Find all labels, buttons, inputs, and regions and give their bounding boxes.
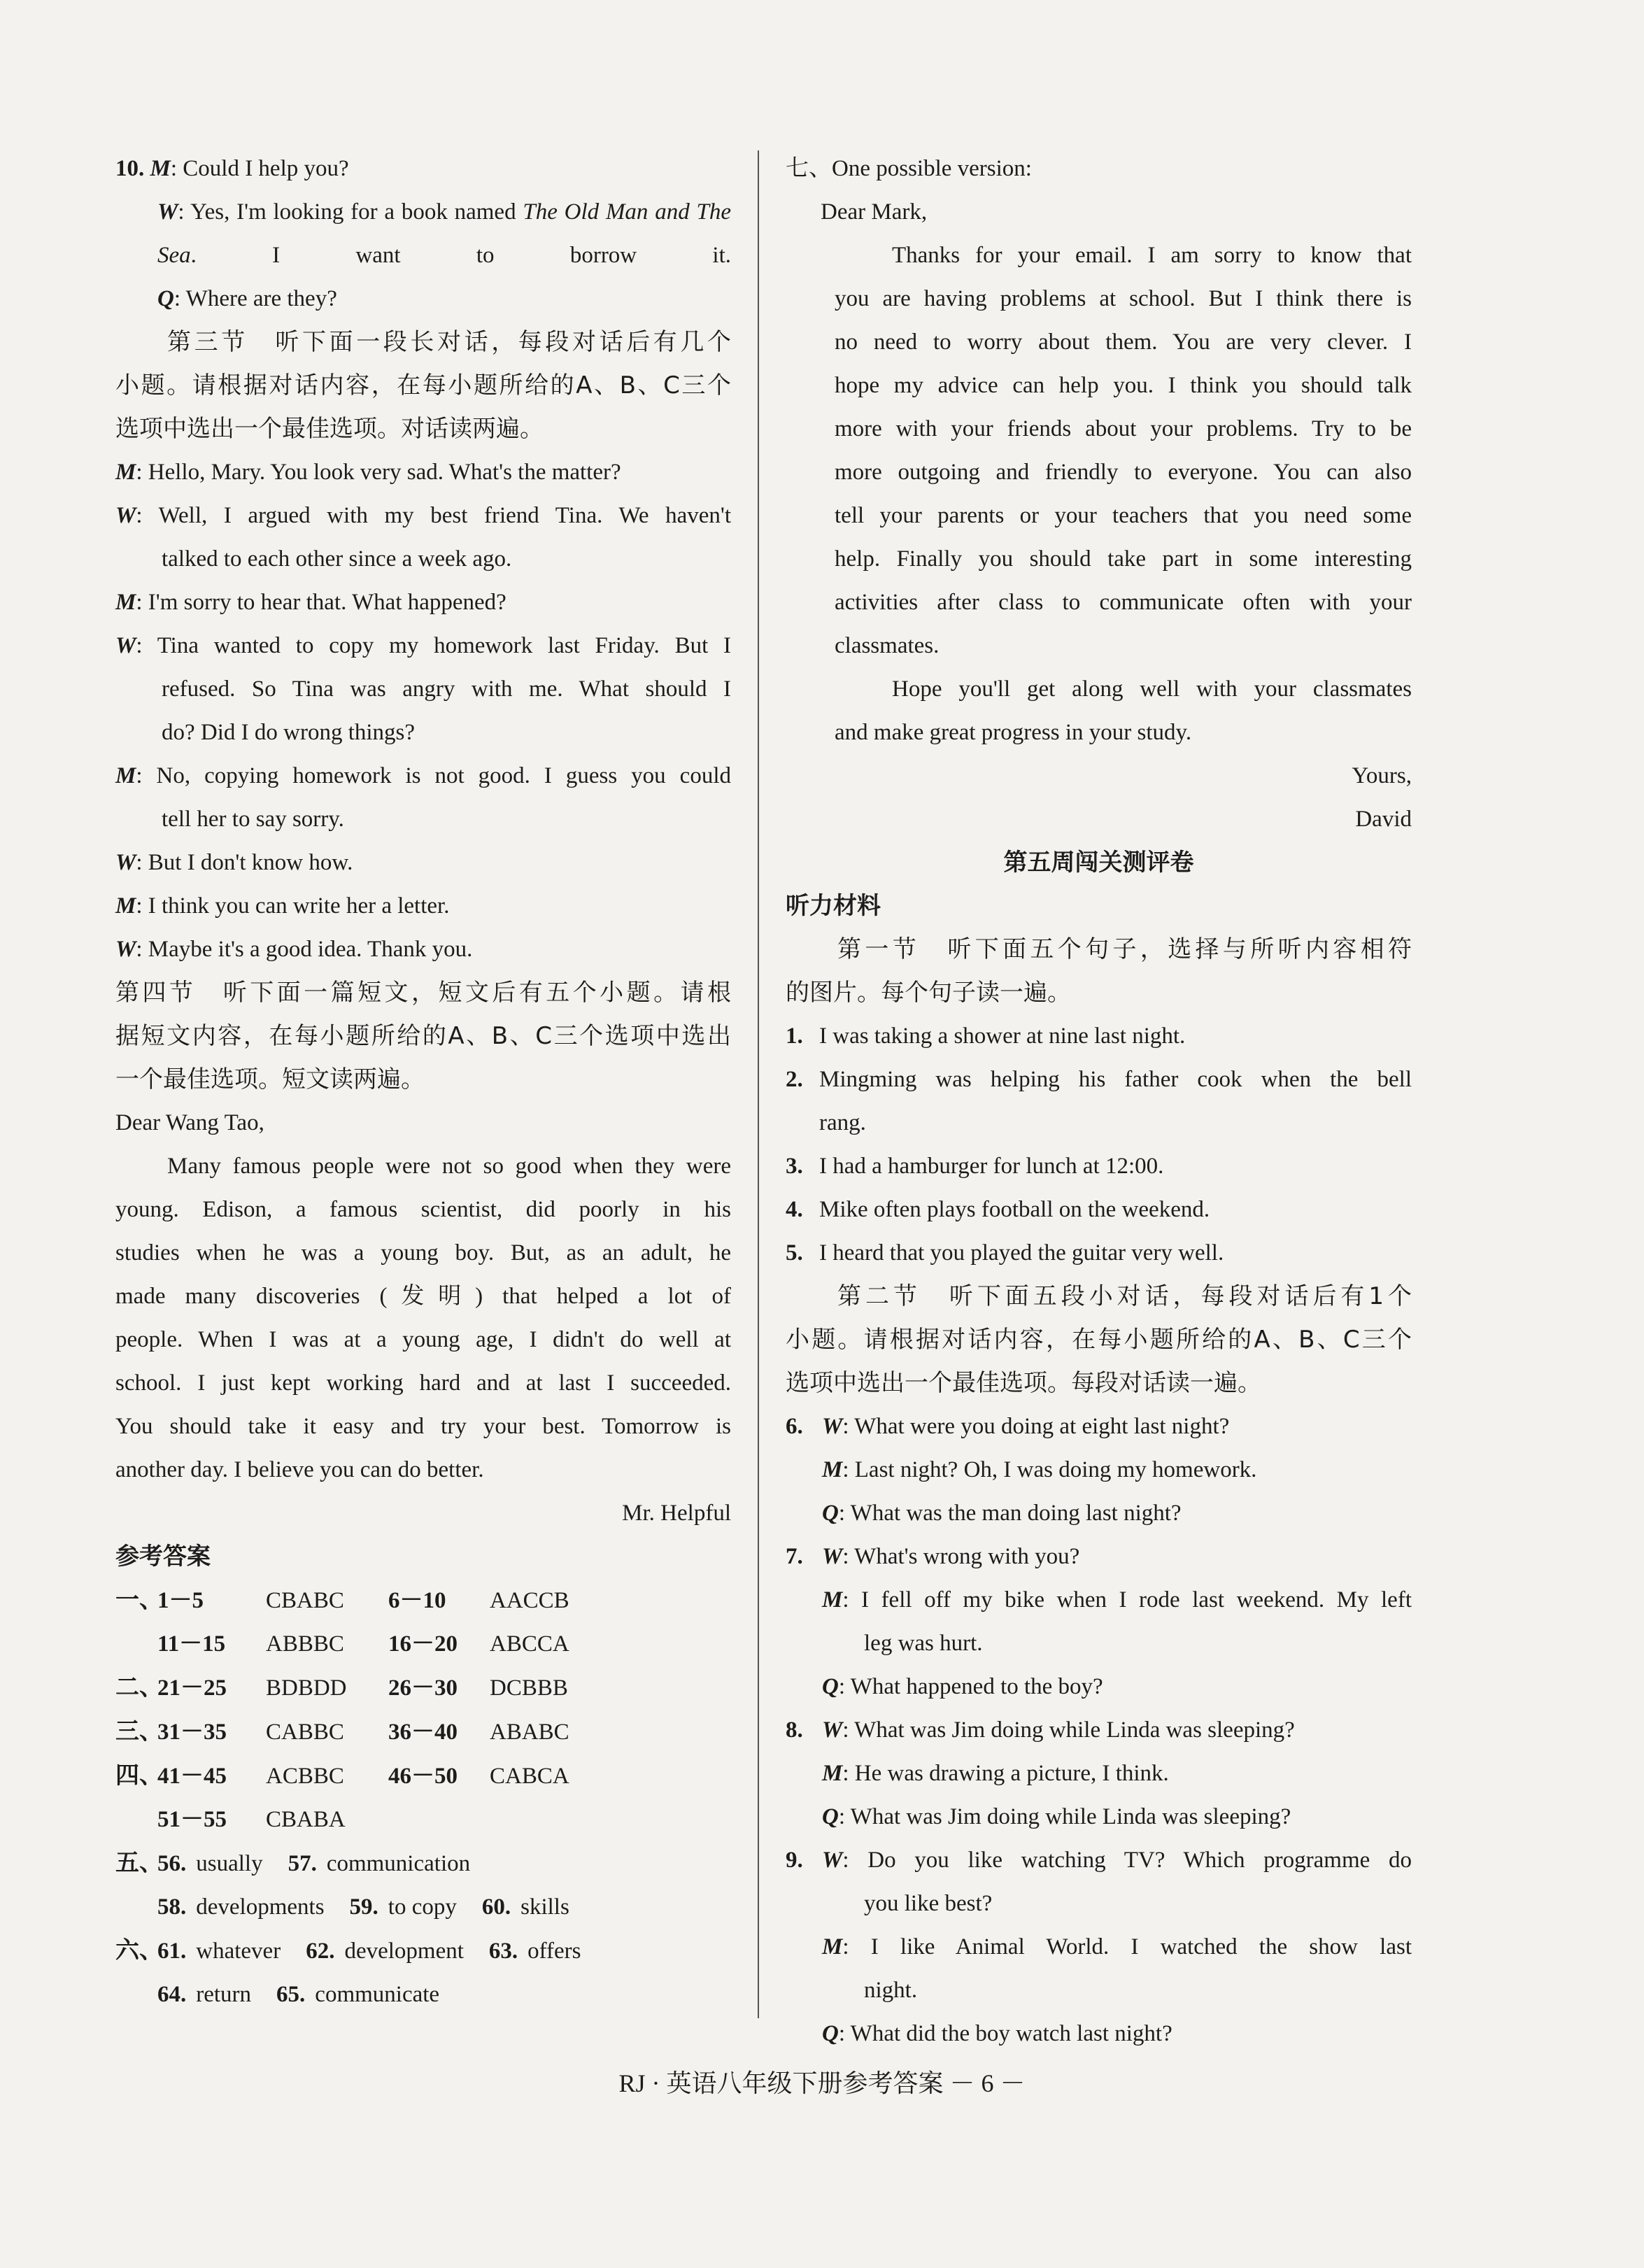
answer-range: 36－40 xyxy=(388,1720,458,1745)
intro-line: 第二节 听下面五段小对话，每段对话后有1个 xyxy=(837,1282,1412,1310)
answer-row xyxy=(115,1710,731,1754)
dialog-line: Q: What happened to the boy? xyxy=(822,1674,1103,1699)
book-title: The Old Man and The Sea xyxy=(157,199,731,268)
letter-line: made many discoveries (发明) that helped a lot of xyxy=(115,1284,731,1309)
q10-m-line: 10. M: Could I help you? xyxy=(115,156,349,181)
fill-answer: whatever xyxy=(196,1939,281,1964)
dialog-line: W: But I don't know how. xyxy=(115,850,353,875)
sentence-number: 3. xyxy=(786,1154,803,1179)
dialog-text: talked to each other since a week ago. xyxy=(162,546,512,572)
question-number: 6. xyxy=(786,1414,803,1439)
q10-w-line: W: Yes, I'm looking for a book named The Old Man and The Sea. I want to borrow it. xyxy=(157,199,731,268)
answer-range: 46－50 xyxy=(388,1764,458,1789)
fill-number: 58. xyxy=(157,1894,187,1920)
letter2-signature: David xyxy=(1355,807,1412,832)
answer-range: 51－55 xyxy=(157,1807,227,1832)
speaker-m: M xyxy=(150,156,171,181)
dialog-text: Could I help you? xyxy=(183,156,349,181)
speaker-w: W xyxy=(157,199,178,225)
intro-line: 第一节 听下面五个句子，选择与所听内容相符 xyxy=(837,935,1412,963)
speaker-w: W xyxy=(822,1848,843,1873)
dialog-text: I like Animal World. I watched the show last xyxy=(870,1934,1412,1959)
letter2-greeting: Dear Mark, xyxy=(821,199,928,225)
speaker-w: W xyxy=(115,937,136,962)
answers-title: 参考答案 xyxy=(115,1543,211,1571)
fill-row xyxy=(115,1885,731,1929)
dialog-text: What's wrong with you? xyxy=(854,1544,1080,1569)
dialog-line: W: Well, I argued with my best friend Tina. We haven't xyxy=(115,503,731,528)
dialog-line: Q: What was the man doing last night? xyxy=(822,1501,1182,1526)
fill-row xyxy=(115,1973,731,2016)
dialog-text: What was Jim doing while Linda was sleeping? xyxy=(850,1804,1291,1829)
section3-intro xyxy=(115,320,731,451)
dialog-line: Q: What was Jim doing while Linda was sleeping? xyxy=(822,1804,1291,1829)
short-dialogs xyxy=(786,1405,1412,2055)
dialog-text: Well, I argued with my best friend Tina. We haven't xyxy=(158,503,731,528)
dialog-text: He was drawing a picture, I think. xyxy=(854,1761,1169,1786)
question-number: 8. xyxy=(786,1717,803,1743)
answer-part: 六、 xyxy=(115,1936,163,1964)
speaker-q: Q xyxy=(822,1501,839,1526)
dialog-text: Yes, I'm looking for a book named xyxy=(190,199,523,225)
dialog-text: night. xyxy=(864,1978,918,2003)
answer-row xyxy=(115,1666,731,1710)
letter2-line: Thanks for your email. I am sorry to know that xyxy=(892,243,1412,268)
answer-range: 11－15 xyxy=(157,1631,226,1657)
sentence-line xyxy=(786,1188,1412,1231)
dialog-line: 6. W: What were you doing at eight last night? xyxy=(786,1405,1412,1448)
answer-part: 三、 xyxy=(115,1717,163,1745)
fill-number: 57. xyxy=(288,1851,317,1876)
speaker-w: W xyxy=(115,633,136,658)
dialog-text: No, copying homework is not good. I guess you could xyxy=(156,763,731,788)
fill-number: 64. xyxy=(157,1982,187,2007)
answer-value: AACCB xyxy=(490,1588,569,1613)
fill-answers xyxy=(115,1841,731,2016)
sentence-line xyxy=(786,1231,1412,1275)
dialog-line xyxy=(115,798,731,841)
fill-number: 63. xyxy=(488,1939,518,1964)
dialog-line xyxy=(786,1969,1412,2012)
dialog-text: I'm sorry to hear that. What happened? xyxy=(148,590,506,615)
answer-part: 一、 xyxy=(115,1586,163,1614)
dialog-line xyxy=(115,711,731,754)
answer-part: 二、 xyxy=(115,1673,163,1701)
fill-answer: return xyxy=(196,1982,252,2007)
fill-answer: communication xyxy=(326,1851,471,1876)
answer-value: ABCCA xyxy=(490,1631,569,1657)
intro-line: 选项中选出一个最佳选项。每段对话读一遍。 xyxy=(786,1369,1261,1397)
intro-line: 据短文内容，在每小题所给的A、B、C三个选项中选出 xyxy=(115,1022,731,1050)
letter2-closing: Yours, xyxy=(1352,763,1412,788)
letter-greeting: Dear Wang Tao, xyxy=(115,1110,264,1135)
dialog-text: Maybe it's a good idea. Thank you. xyxy=(148,937,473,962)
dialog-line: W: Maybe it's a good idea. Thank you. xyxy=(115,937,473,962)
speaker-q: Q xyxy=(822,1674,839,1699)
speaker-m: M xyxy=(115,590,136,615)
letter2-body1 xyxy=(786,234,1412,667)
answer-range: 6－10 xyxy=(388,1588,446,1613)
letter2-line: and make great progress in your study. xyxy=(835,720,1192,745)
page-footer: RJ · 英语八年级下册参考答案 － 6 － xyxy=(618,2069,1026,2097)
letter2-body2 xyxy=(786,667,1412,754)
dialog-text: What was Jim doing while Linda was sleeping? xyxy=(854,1717,1295,1743)
left-column xyxy=(115,147,731,2016)
dialog-line: M: I think you can write her a letter. xyxy=(115,893,450,919)
speaker-m: M xyxy=(822,1761,843,1786)
sentence-list xyxy=(786,1014,1412,1275)
dialog-text: leg was hurt. xyxy=(864,1631,983,1656)
letter2-line: Hope you'll get along well with your classmates xyxy=(892,676,1412,702)
letter-line: You should take it easy and try your best. Tomorrow is xyxy=(115,1414,731,1439)
question-number: 7. xyxy=(786,1544,803,1569)
q10-q-line: Q: Where are they? xyxy=(157,286,337,311)
dialog-line: M: Last night? Oh, I was doing my homework. xyxy=(822,1457,1257,1482)
intro-line: 一个最佳选项。短文读两遍。 xyxy=(115,1065,425,1093)
fill-row xyxy=(115,1929,731,1973)
question-number: 9. xyxy=(786,1848,803,1873)
speaker-w: W xyxy=(822,1414,843,1439)
sentence-text: Mike often plays football on the weekend. xyxy=(819,1197,1210,1222)
letter-line: another day. I believe you can do better. xyxy=(115,1457,484,1482)
letter2-line: more with your friends about your problems. Try to be xyxy=(835,416,1412,441)
fill-number: 61. xyxy=(157,1939,187,1964)
dialog-text: . I want to borrow it. xyxy=(190,243,731,268)
speaker-m: M xyxy=(822,1587,843,1613)
answer-range: 41－45 xyxy=(157,1764,227,1789)
answer-value: CABCA xyxy=(490,1764,569,1789)
answer-value: CBABA xyxy=(266,1807,346,1832)
speaker-w: W xyxy=(115,850,136,875)
sentence-line xyxy=(786,1014,1412,1058)
dialog-text: Last night? Oh, I was doing my homework. xyxy=(854,1457,1257,1482)
fill-number: 59. xyxy=(349,1894,378,1920)
letter-body xyxy=(115,1144,731,1491)
speaker-q: Q xyxy=(822,2021,839,2046)
dialog-line xyxy=(786,1882,1412,1925)
fill-answer: usually xyxy=(196,1851,263,1876)
dialog-text: But I don't know how. xyxy=(148,850,353,875)
dialog-text: What did the boy watch last night? xyxy=(850,2021,1172,2046)
sentence-number: 4. xyxy=(786,1197,803,1222)
speaker-q: Q xyxy=(157,286,174,311)
dialog-line xyxy=(115,667,731,711)
letter2-line: help. Finally you should take part in some interesting xyxy=(835,546,1412,572)
dialog-line xyxy=(786,1622,1412,1665)
fill-number: 56. xyxy=(157,1851,187,1876)
dialog-line xyxy=(115,537,731,581)
dialog-line: M: I fell off my bike when I rode last weekend. My left xyxy=(822,1587,1412,1613)
dialog-text: Hello, Mary. You look very sad. What's the matter? xyxy=(148,460,621,485)
question-number: 10. xyxy=(115,156,145,181)
fill-number: 65. xyxy=(276,1982,306,2007)
speaker-m: M xyxy=(822,1934,843,1959)
section2-intro xyxy=(786,1275,1412,1405)
speaker-w: W xyxy=(822,1717,843,1743)
answer-row xyxy=(115,1798,731,1841)
letter2-line: tell your parents or your teachers that you need some xyxy=(835,503,1412,528)
fill-answer: offers xyxy=(527,1939,581,1964)
intro-line: 的图片。每个句子读一遍。 xyxy=(786,979,1071,1007)
speaker-m: M xyxy=(822,1457,843,1482)
answer-range: 31－35 xyxy=(157,1720,227,1745)
dialog-text: refused. So Tina was angry with me. What should I xyxy=(162,676,731,702)
letter2-line: hope my advice can help you. I think you should talk xyxy=(835,373,1412,398)
answer-row xyxy=(115,1622,731,1666)
letter2-line: more outgoing and friendly to everyone. You can also xyxy=(835,460,1412,485)
dialog-text: What happened to the boy? xyxy=(850,1674,1103,1699)
dialog-text: What was the man doing last night? xyxy=(850,1501,1182,1526)
sentence-text: Mingming was helping his father cook when the bell xyxy=(819,1067,1412,1092)
answer-value: CBABC xyxy=(266,1588,344,1613)
fill-number: 62. xyxy=(306,1939,335,1964)
fill-number: 60. xyxy=(481,1894,511,1920)
dialog-line: 8. W: What was Jim doing while Linda was sleeping? xyxy=(786,1708,1412,1752)
speaker-m: M xyxy=(115,763,136,788)
letter2-line: classmates. xyxy=(835,633,940,658)
dialog-line: W: Tina wanted to copy my homework last Friday. But I xyxy=(115,633,731,658)
sentence-number: 5. xyxy=(786,1240,803,1266)
dialog-text: tell her to say sorry. xyxy=(162,807,344,832)
dialog-text: do? Did I do wrong things? xyxy=(162,720,416,745)
speaker-q: Q xyxy=(822,1804,839,1829)
intro-line: 小题。请根据对话内容，在每小题所给的A、B、C三个 xyxy=(786,1326,1412,1354)
dialog-line: 9. W: Do you like watching TV? Which programme do xyxy=(786,1838,1412,1882)
answer-value: DCBBB xyxy=(490,1675,568,1701)
fill-row xyxy=(115,1841,731,1885)
letter-signature: Mr. Helpful xyxy=(622,1501,731,1526)
letter-line: Many famous people were not so good when they were xyxy=(167,1154,731,1179)
answer-value: ABABC xyxy=(490,1720,569,1745)
dialog-line: M: Hello, Mary. You look very sad. What's the matter? xyxy=(115,460,621,485)
sentence-text: rang. xyxy=(819,1110,866,1135)
right-column xyxy=(786,147,1412,2055)
letter-line: people. When I was at a young age, I didn't do well at xyxy=(115,1327,731,1352)
speaker-w: W xyxy=(115,503,136,528)
dialog-line: M: I like Animal World. I watched the show last xyxy=(822,1934,1412,1959)
letter-line: school. I just kept working hard and at last I succeeded. xyxy=(115,1370,731,1396)
fill-answer: skills xyxy=(520,1894,569,1920)
answer-part: 五、 xyxy=(115,1849,163,1877)
letter-line: young. Edison, a famous scientist, did poorly in his xyxy=(115,1197,731,1222)
answer-range: 16－20 xyxy=(388,1631,458,1657)
sentence-line xyxy=(786,1101,1412,1144)
week5-title: 第五周闯关测评卷 xyxy=(1003,849,1194,877)
speaker-w: W xyxy=(822,1544,843,1569)
fill-answer: development xyxy=(344,1939,464,1964)
answer-value: ABBBC xyxy=(266,1631,344,1657)
dialog-text: you like best? xyxy=(864,1891,993,1916)
letter-line: studies when he was a young boy. But, as an adult, he xyxy=(115,1240,731,1266)
answer-key xyxy=(115,1578,731,1841)
sentence-number: 2. xyxy=(786,1067,803,1092)
long-dialog xyxy=(115,451,731,971)
listening-title: 听力材料 xyxy=(786,892,881,920)
speaker-m: M xyxy=(115,460,136,485)
answer-value: ACBBC xyxy=(266,1764,344,1789)
sentence-text: I heard that you played the guitar very well. xyxy=(819,1240,1224,1266)
dialog-text: What were you doing at eight last night? xyxy=(854,1414,1230,1439)
section7-title: 七、One possible version: xyxy=(786,156,1032,181)
letter2-line: no need to worry about them. You are very clever. I xyxy=(835,329,1412,355)
answer-range: 26－30 xyxy=(388,1675,458,1701)
sentence-number: 1. xyxy=(786,1023,803,1049)
sentence-line xyxy=(786,1144,1412,1188)
dialog-line: Q: What did the boy watch last night? xyxy=(822,2021,1172,2046)
fill-answer: communicate xyxy=(315,1982,440,2007)
intro-line: 选项中选出一个最佳选项。对话读两遍。 xyxy=(115,415,544,443)
dialog-line: M: I'm sorry to hear that. What happened? xyxy=(115,590,506,615)
answer-range: 21－25 xyxy=(157,1675,227,1701)
answer-range: 1－5 xyxy=(157,1588,204,1613)
answer-row xyxy=(115,1754,731,1798)
speaker-m: M xyxy=(115,893,136,919)
intro-line: 第四节 听下面一篇短文，短文后有五个小题。请根 xyxy=(115,979,731,1007)
section4-intro xyxy=(115,971,731,1101)
letter2-line: activities after class to communicate often with your xyxy=(835,590,1412,615)
sentence-text: I was taking a shower at nine last night. xyxy=(819,1023,1186,1049)
dialog-text: Tina wanted to copy my homework last Friday. But I xyxy=(157,633,731,658)
dialog-text: I think you can write her a letter. xyxy=(148,893,450,919)
dialog-text: I fell off my bike when I rode last weekend. My left xyxy=(861,1587,1412,1613)
dialog-text: Where are they? xyxy=(185,286,337,311)
answer-value: BDBDD xyxy=(266,1675,347,1701)
dialog-text: Do you like watching TV? Which programme do xyxy=(867,1848,1412,1873)
answer-part: 四、 xyxy=(115,1762,163,1789)
answer-row xyxy=(115,1578,731,1622)
section1-intro xyxy=(786,928,1412,1014)
column-divider xyxy=(758,150,759,2018)
fill-answer: to copy xyxy=(388,1894,457,1920)
sentence-line xyxy=(786,1058,1412,1101)
fill-answer: developments xyxy=(196,1894,325,1920)
intro-line: 小题。请根据对话内容，在每小题所给的A、B、C三个 xyxy=(115,371,731,399)
sentence-text: I had a hamburger for lunch at 12:00. xyxy=(819,1154,1164,1179)
dialog-line: 7. W: What's wrong with you? xyxy=(786,1535,1412,1578)
dialog-line: M: No, copying homework is not good. I guess you could xyxy=(115,763,731,788)
intro-line: 第三节 听下面一段长对话，每段对话后有几个 xyxy=(167,328,731,356)
letter2-line: you are having problems at school. But I think there is xyxy=(835,286,1412,311)
dialog-line: M: He was drawing a picture, I think. xyxy=(822,1761,1169,1786)
answer-value: CABBC xyxy=(266,1720,344,1745)
